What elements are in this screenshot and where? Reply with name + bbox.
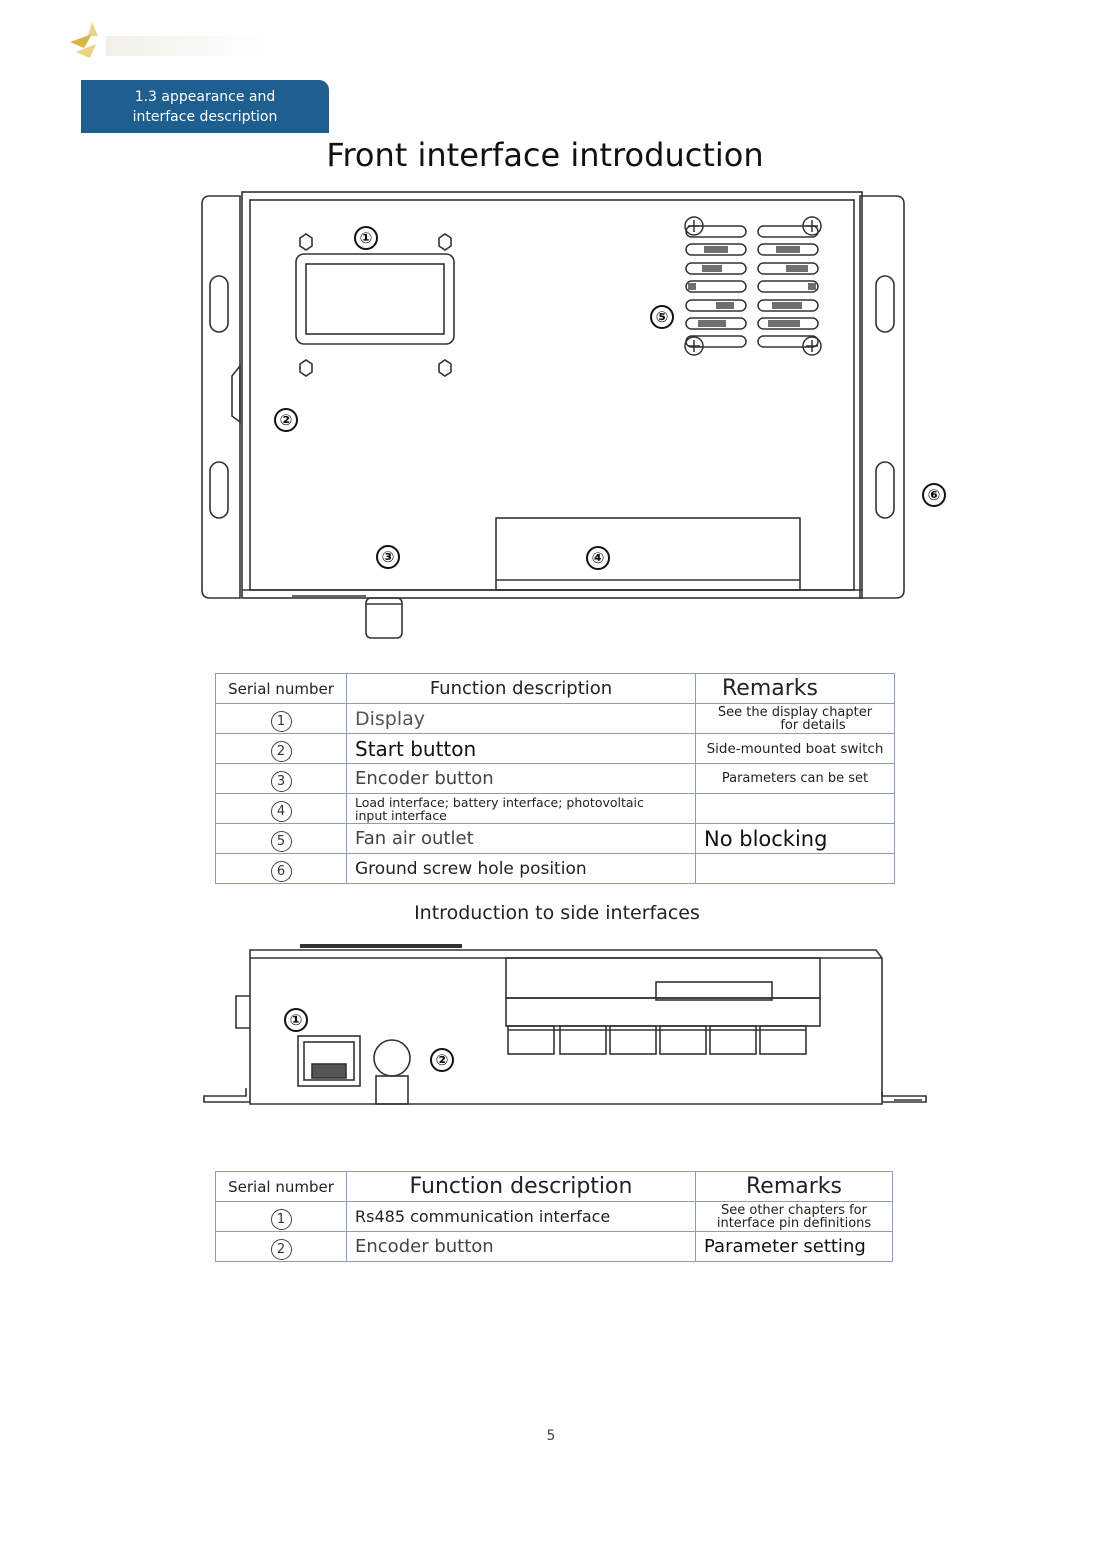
serial-number: 4: [271, 801, 292, 822]
serial-number: 2: [271, 741, 292, 762]
table-row: [216, 824, 895, 854]
remarks-cell: [696, 794, 895, 824]
function-cell: Encoder button: [347, 764, 696, 794]
function-cell: [347, 794, 696, 824]
serial-cell: [216, 794, 347, 824]
svg-text:①: ①: [359, 229, 373, 247]
remarks-cell: Side-mounted boat switch: [696, 734, 895, 764]
function-cell: Fan air outlet: [347, 824, 696, 854]
remarks-cell: Parameter setting: [696, 1232, 893, 1262]
company-logo: [62, 14, 282, 70]
front-callout-3: [377, 546, 399, 568]
serial-cell: [216, 764, 347, 794]
fan-vent: [685, 217, 821, 355]
front-interface-table: [215, 673, 895, 884]
serial-number: 2: [271, 1239, 292, 1260]
remarks-cell: [696, 854, 895, 884]
serial-cell: [216, 704, 347, 734]
function-cell: Start button: [347, 734, 696, 764]
serial-number: 5: [271, 831, 292, 852]
header-function: Function description: [347, 674, 696, 704]
svg-text:②: ②: [279, 411, 293, 429]
serial-number: 1: [271, 711, 292, 732]
sun-icon: [62, 14, 282, 70]
front-callout-6: [923, 484, 945, 506]
page-number: 5: [546, 1428, 556, 1444]
table-header-row: [216, 1172, 893, 1202]
svg-text:①: ①: [289, 1011, 303, 1029]
front-callout-1: [355, 227, 377, 249]
function-cell: Rs485 communication interface: [347, 1202, 696, 1232]
table-row: [216, 794, 895, 824]
page-title: [0, 136, 1102, 174]
serial-cell: [216, 854, 347, 884]
serial-cell: [216, 1202, 347, 1232]
table-row: [216, 1232, 893, 1262]
serial-number: 6: [271, 861, 292, 882]
section-tab-line2: interface description: [132, 108, 278, 125]
remarks-line: See the display chapter: [717, 704, 873, 720]
svg-text:②: ②: [435, 1051, 449, 1069]
table-row: [216, 704, 895, 734]
front-panel-drawing: [196, 186, 956, 646]
svg-text:⑤: ⑤: [655, 308, 669, 326]
svg-text:⑥: ⑥: [927, 486, 941, 504]
svg-text:④: ④: [591, 549, 605, 567]
remarks-cell: Parameters can be set: [696, 764, 895, 794]
function-line: input interface: [355, 807, 447, 823]
side-callout-2: [431, 1049, 453, 1071]
remarks-cell: No blocking: [696, 824, 895, 854]
side-interface-table: [215, 1171, 893, 1262]
side-callout-1: [285, 1009, 307, 1031]
function-cell: Ground screw hole position: [347, 854, 696, 884]
header-serial: Serial number: [216, 1172, 347, 1202]
header-remarks: Remarks: [696, 1172, 893, 1202]
svg-text:③: ③: [381, 548, 395, 566]
function-cell: Display: [347, 704, 696, 734]
serial-number: 3: [271, 771, 292, 792]
table-row: [216, 854, 895, 884]
table-row: [216, 734, 895, 764]
front-callout-5: [651, 306, 673, 328]
remarks-line: See other chapters for: [721, 1202, 867, 1218]
side-panel-drawing: [196, 936, 936, 1116]
header-serial: Serial number: [216, 674, 347, 704]
front-callout-4: [587, 547, 609, 569]
table-row: [216, 1202, 893, 1232]
section-tab: [81, 80, 329, 133]
function-cell: Encoder button: [347, 1232, 696, 1262]
remarks-line: for details: [780, 717, 846, 733]
table-row: [216, 764, 895, 794]
remarks-cell: [696, 1202, 893, 1232]
section-tab-line1: 1.3 appearance and: [134, 88, 276, 105]
function-line: Load interface; battery interface; photovoltaic: [355, 794, 644, 810]
front-callout-2: [275, 409, 297, 431]
serial-cell: [216, 734, 347, 764]
serial-number: 1: [271, 1209, 292, 1230]
remarks-cell: [696, 704, 895, 734]
serial-cell: [216, 1232, 347, 1262]
table-header-row: [216, 674, 895, 704]
header-function: Function description: [347, 1172, 696, 1202]
serial-cell: [216, 824, 347, 854]
header-remarks: Remarks: [696, 674, 895, 704]
remarks-line: interface pin definitions: [716, 1215, 872, 1231]
side-section-title: [0, 902, 1102, 924]
page-title-text: Front interface introduction: [326, 136, 764, 174]
side-section-title-text: Introduction to side interfaces: [414, 902, 700, 924]
